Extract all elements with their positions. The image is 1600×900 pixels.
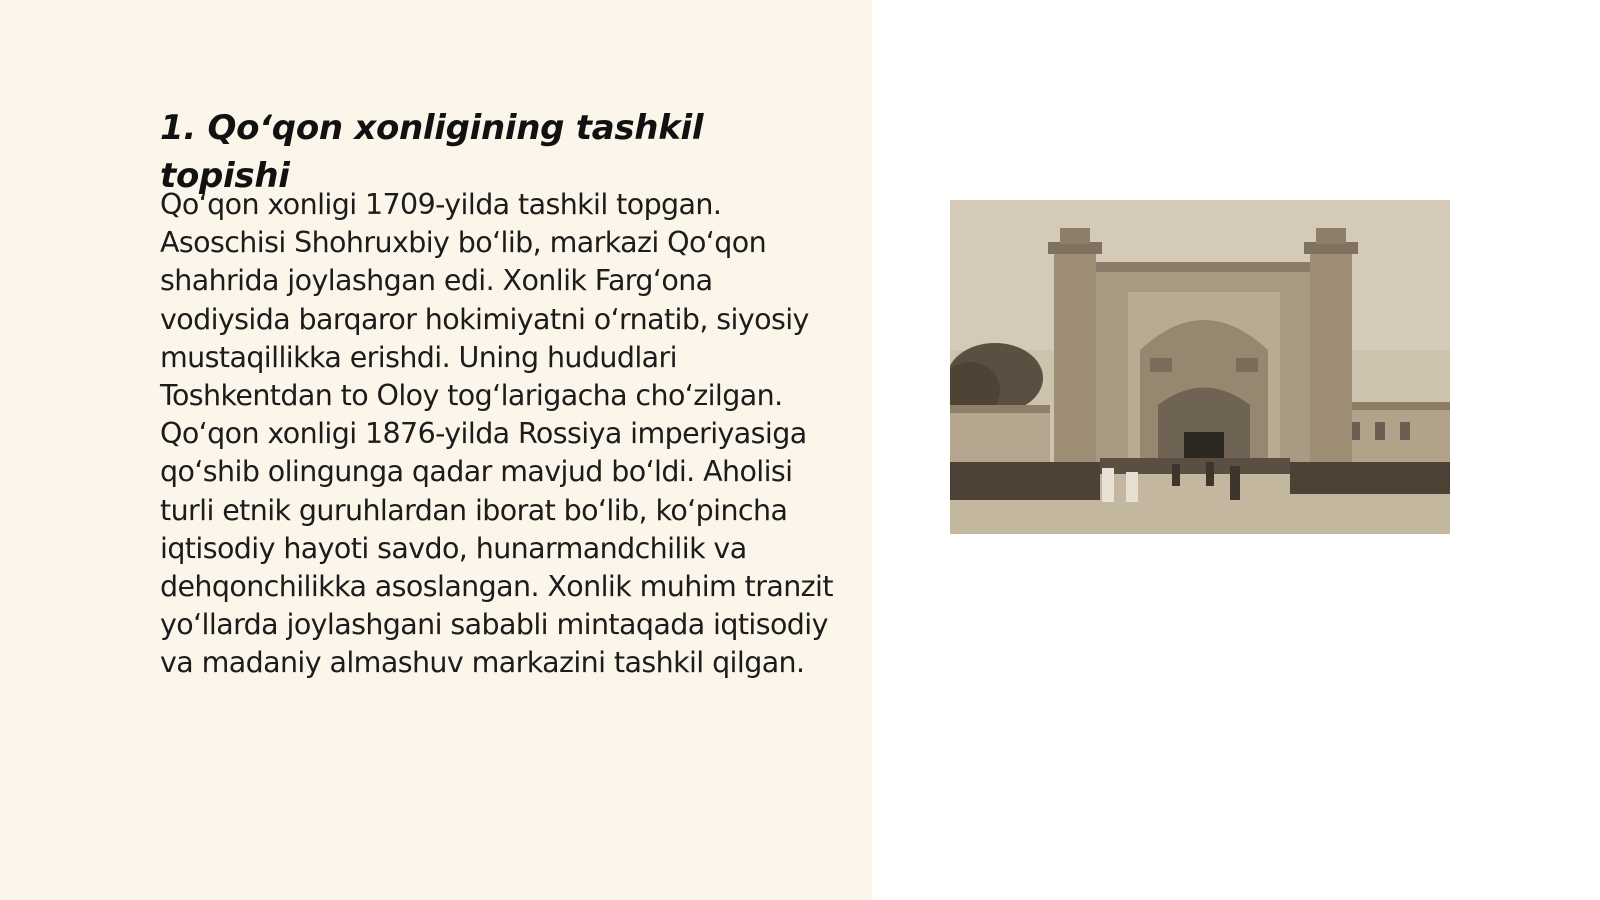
historical-gate-photo <box>950 200 1450 534</box>
slide-body-text: Qo‘qon xonligi 1709-yilda tashkil topgan. Asoschisi Shohruxbiy bo‘lib, markazi Qo‘qon shahrida joylashgan edi. Xonlik Farg‘ona vodiysida barqaror hokimiyatni o‘rnatib, siyosiy mustaqillikka erishdi. Uning hududlari Toshkentdan to Oloy tog‘larigacha cho‘zilgan. Qo‘qon xonligi 1876-yilda Rossiya imperiyasiga qo‘shib olingunga qadar mavjud bo‘ldi. Aholisi turli etnik guruhlardan iborat bo‘lib, ko‘pincha iqtisodiy hayoti savdo, hunarmandchilik va dehqonchilikka asoslangan. Xonlik muhim tranzit yo‘llarda joylashgani sababli mintaqada iqtisodiy va madaniy almashuv markazini tashkil qilgan. <box>160 188 833 680</box>
slide-title: 1. Qo‘qon xonligining tashkil topishi <box>160 108 704 196</box>
